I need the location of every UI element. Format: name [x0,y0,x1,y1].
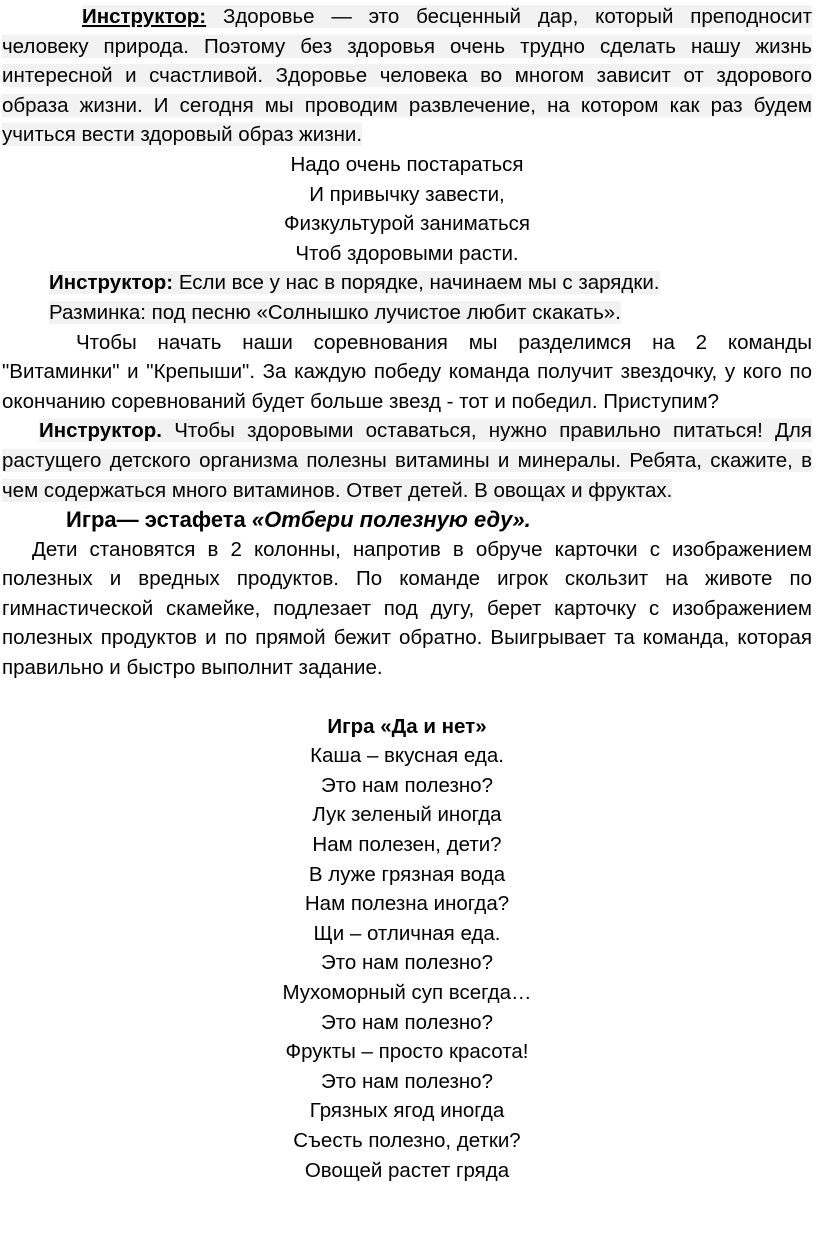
relay-game-title [2,505,812,535]
yes-no-line: Щи – отличная еда. [313,921,501,945]
yes-no-line: Это нам полезно? [321,1010,493,1034]
intro-paragraph [2,2,812,150]
intro-text: Здоровье — это бесценный дар, который преподносит человеку природа. Поэтому без здоровья очень трудно сделать нашу жизнь интересной и счастливой. Здоровье человека во многом зависит от здорового образа жизни. И сегодня мы проводим развлечение, на котором как раз будем учиться вести здоровый образ жизни. [2,5,812,147]
yes-no-line: В луже грязная вода [308,862,506,886]
teams-paragraph [2,328,812,417]
instructor-3-text: Чтобы здоровыми оставаться, нужно правильно питаться! Для растущего детского организма полезны витамины и минералы. Ребята, скажите, в чем содержаться много витаминов. Ответ детей. В овощах и фруктах. [2,419,812,502]
instructor-exercise-paragraph [2,268,812,298]
relay-text: Дети становятся в 2 колонны, напротив в обруче карточки с изображением полезных и вредных продуктов. По команде игрок скользит на животе по гимнастической скамейке, подлезает под дугу, берет карточку с изображением полезных продуктов и по прямой бежит обратно. Выигрывает та команда, которая правильно и быстро выполнит задание. [2,537,812,680]
teams-text: Чтобы начать наши соревнования мы разделимся на 2 команды "Витаминки" и "Крепыши". За каждую победу команда получит звездочку, у кого по окончанию соревнований будет больше звезд - тот и победил. Приступим? [2,330,812,413]
instructor-2-text: Если все у нас в порядке, начинаем мы с зарядки. [173,271,660,295]
relay-title-bold: Игра— эстафета [66,507,252,533]
yes-no-line: Грязных ягод иногда [309,1099,505,1123]
yes-no-line: Фрукты – просто красота! [285,1040,529,1064]
warmup-text: Разминка: под песню «Солнышко лучистое любит скакать». [49,300,621,324]
yes-no-line: Каша – вкусная еда. [310,744,504,768]
nutrition-paragraph [2,416,812,505]
instructor-2-label: Инструктор: [49,271,174,295]
intro-speaker-label: Инструктор: [82,5,207,28]
yes-no-line: Это нам полезно? [321,951,493,975]
poem-1-line: И привычку завести, [309,182,505,206]
relay-description [2,535,812,683]
yes-no-line: Нам полезен, дети? [312,833,502,857]
yes-no-line: Это нам полезно? [321,773,493,797]
yes-no-line: Мухоморный суп всегда… [282,981,532,1004]
yes-no-line: Это нам полезно? [321,1069,493,1093]
poem-1 [2,150,812,268]
poem-1-line: Чтоб здоровыми расти. [295,241,519,265]
warmup-paragraph [2,298,812,328]
yes-no-line: Лук зеленый иногда [312,803,502,827]
yes-no-poem [2,741,812,1185]
instructor-3-label: Инструктор. [39,419,162,443]
relay-title-italic: «Отбери полезную еду». [251,507,531,533]
yes-no-line: Овощей растет гряда [304,1158,510,1182]
spacer [2,683,812,712]
poem-1-line: Физкультурой заниматься [283,212,531,236]
yes-no-line: Нам полезна иногда? [304,892,510,916]
poem-1-line: Надо очень постараться [290,152,524,176]
yes-no-game-title: Игра «Да и нет» [327,714,487,738]
yes-no-line: Съесть полезно, детки? [293,1128,521,1152]
